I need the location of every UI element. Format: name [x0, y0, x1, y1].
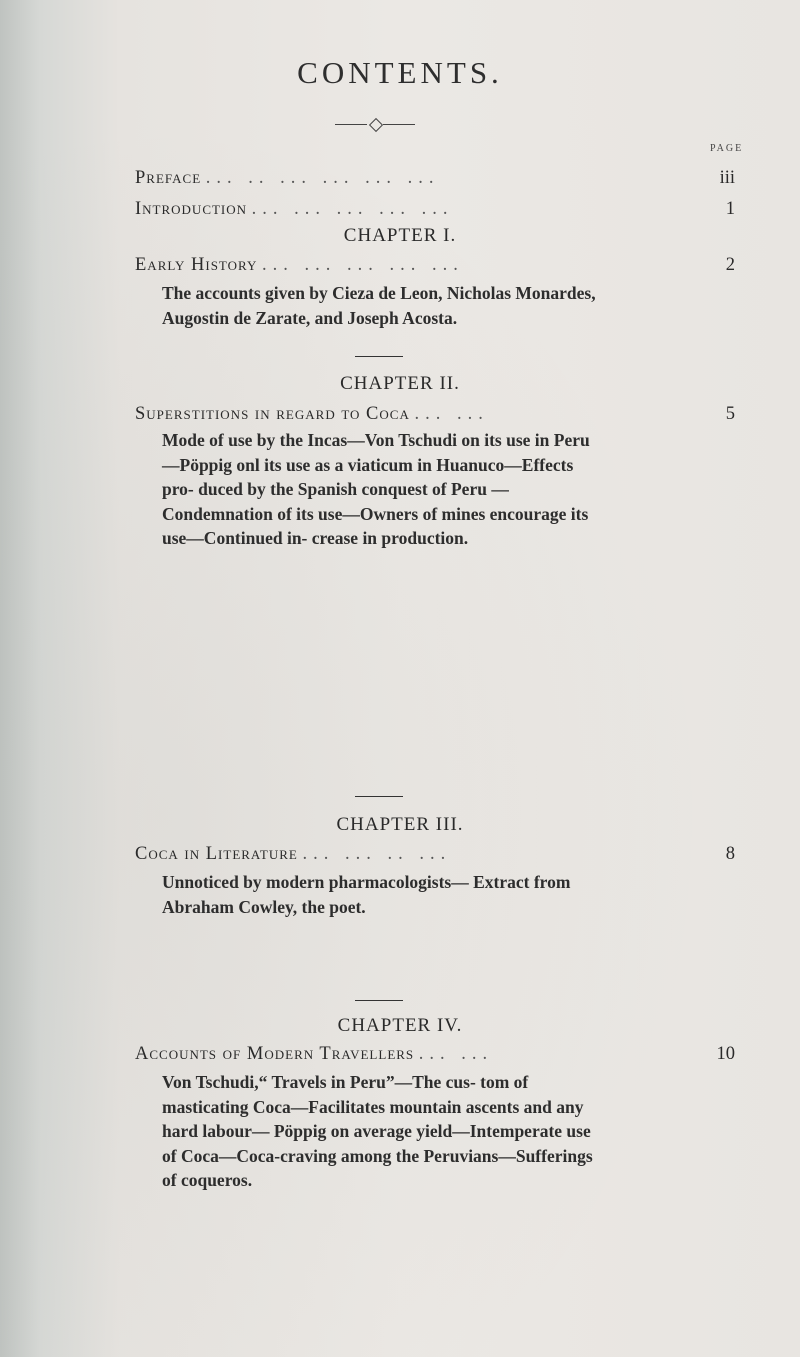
ornament-right-rule — [383, 124, 415, 125]
page-number: 5 — [725, 404, 735, 424]
leader-dots: ... ... — [418, 1044, 494, 1064]
ornament-left-rule — [335, 124, 367, 125]
chapter-heading: CHAPTER IV. — [337, 1015, 463, 1036]
chapter-heading: CHAPTER II. — [340, 373, 460, 394]
page-number: 8 — [725, 844, 735, 864]
toc-entry-label: Introduction — [135, 199, 248, 219]
leader-dots: ... ... .. ... — [302, 844, 452, 864]
page-column-header: PAGE — [710, 143, 744, 154]
section-divider — [355, 356, 403, 357]
leader-dots: ... ... — [414, 404, 489, 424]
ornament-diamond — [369, 118, 383, 132]
chapter-summary: Von Tschudi,“ Travels in Peru”—The cus- tom of masticating Coca—Facilitates mountain ascents and any hard labour— Pöppig on average yield—Intemperate use of Coca—Coca-craving among the Peruvians—Sufferings of coqueros. — [162, 1072, 593, 1190]
chapter-heading: CHAPTER I. — [343, 225, 457, 246]
page-number: 1 — [725, 199, 735, 219]
page-number: 10 — [716, 1044, 735, 1064]
toc-entry-preface — [135, 168, 735, 189]
toc-entry-label: Coca in Literature — [135, 844, 298, 864]
toc-entry-chapter-4 — [135, 1044, 735, 1065]
toc-entry-label: Early History — [135, 255, 258, 275]
chapter-summary: The accounts given by Cieza de Leon, Nicholas Monardes, Augostin de Zarate, and Joseph Acosta. — [162, 283, 596, 328]
page-number: iii — [719, 168, 735, 188]
chapter-heading: CHAPTER III. — [336, 814, 464, 835]
chapter-summary: Mode of use by the Incas—Von Tschudi on its use in Peru—Pöppig onl its use as a viaticum in Huanuco—Effects pro- duced by the Spanish conquest of Peru —Condemnation of its use—Owners of mines encourage its use—Continued in- crease in production. — [162, 430, 590, 548]
title-ornament — [335, 120, 415, 130]
toc-entry-chapter-3 — [135, 844, 735, 865]
page-title: CONTENTS. — [297, 55, 503, 90]
page-number: 2 — [725, 255, 735, 275]
section-divider — [355, 796, 403, 797]
leader-dots: ... ... ... ... ... — [262, 255, 464, 275]
toc-entry-chapter-1 — [135, 255, 735, 276]
chapter-summary: Unnoticed by modern pharmacologists— Extract from Abraham Cowley, the poet. — [162, 872, 571, 917]
toc-entry-introduction — [135, 199, 735, 220]
leader-dots: ... .. ... ... ... ... — [205, 168, 440, 188]
toc-entry-chapter-2 — [135, 404, 735, 425]
section-divider — [355, 1000, 403, 1001]
toc-entry-label: Preface — [135, 168, 202, 188]
leader-dots: ... ... ... ... ... — [251, 199, 454, 219]
toc-entry-label: Superstitions in regard to Coca — [135, 404, 410, 424]
toc-entry-label: Accounts of Modern Travellers — [135, 1044, 415, 1064]
